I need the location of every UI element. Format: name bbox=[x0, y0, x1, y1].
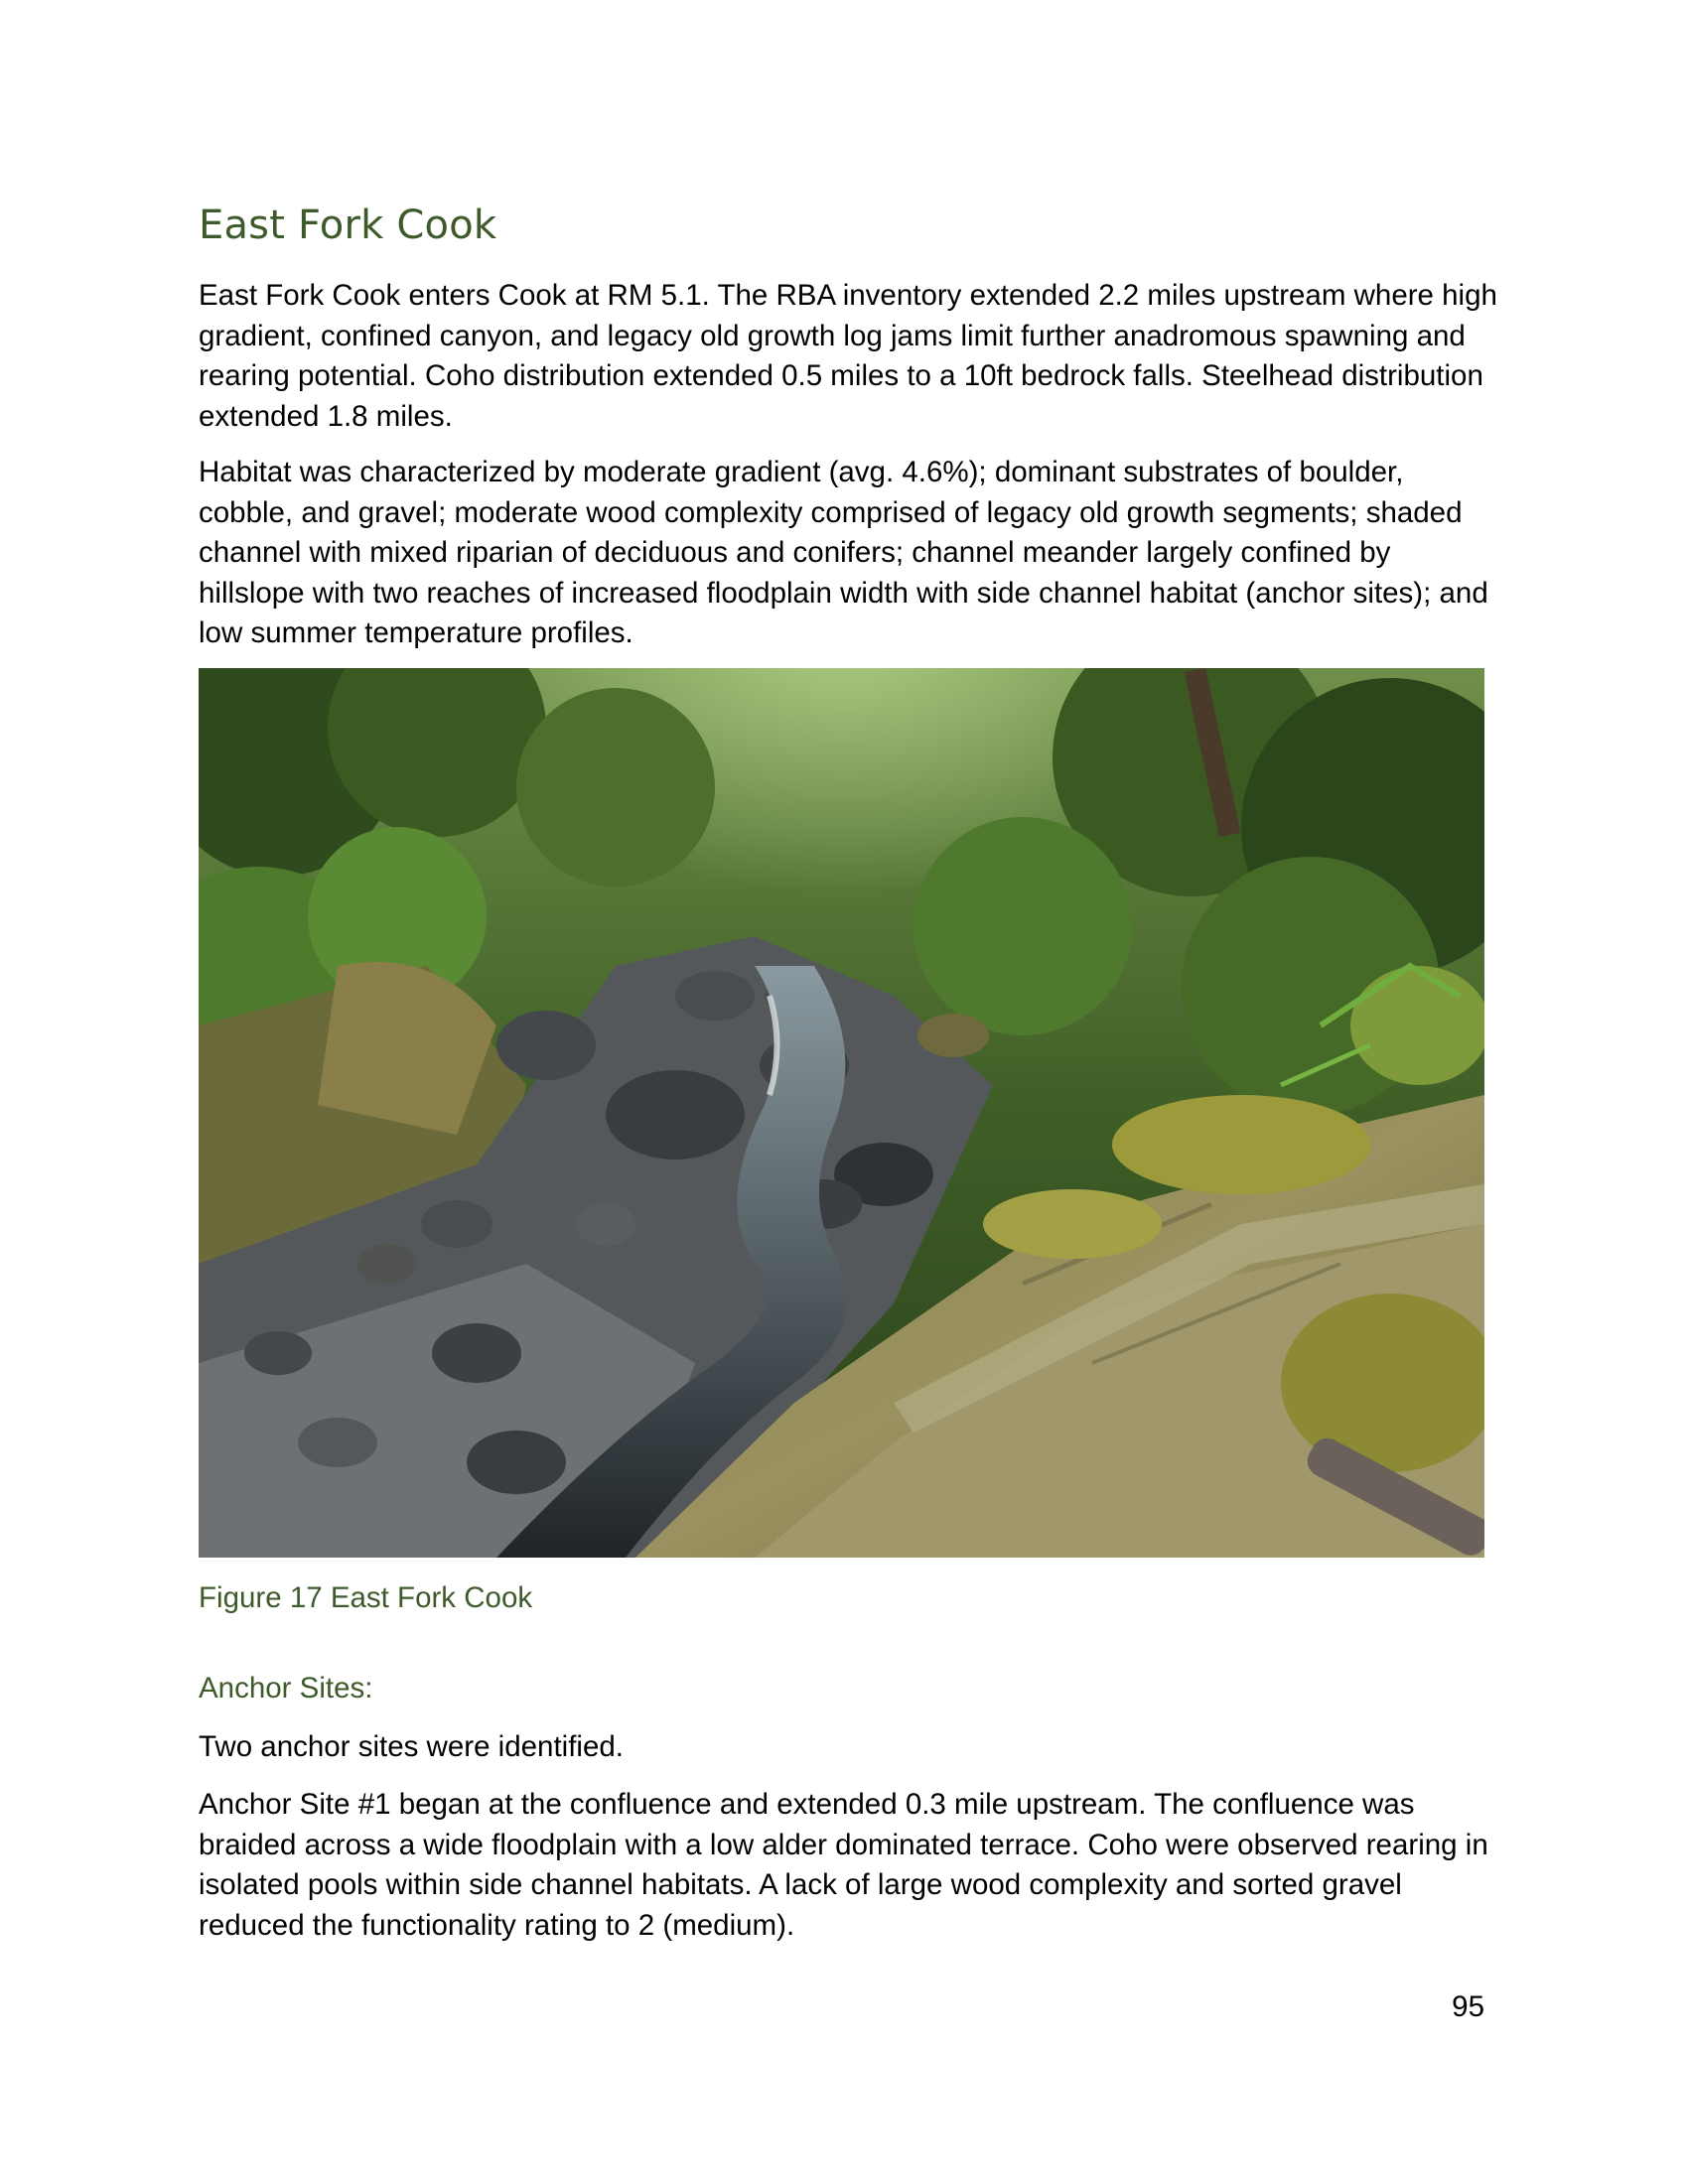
anchor-sites-summary: Two anchor sites were identified. bbox=[199, 1730, 624, 1763]
anchor-site-1-paragraph: Anchor Site #1 began at the confluence and extended 0.3 mile upstream. The confluence was braided across a wide floodplain with a low alder dominated terrace. Coho were observed rearing in isolated pools within side channel habitats. A lack of large wood complexity and sorted gravel reduced the functionality rating to 2 (medium). bbox=[199, 1788, 1488, 1942]
habitat-paragraph: Habitat was characterized by moderate gradient (avg. 4.6%); dominant substrates of boulder, cobble, and gravel; moderate wood complexity comprised of legacy old growth segments; shaded channel with mixed riparian of deciduous and conifers; channel meander largely confined by hillslope with two reaches of increased floodplain width with side channel habitat (anchor sites); and low summer temperature profiles. bbox=[199, 456, 1488, 649]
anchor-sites-heading: Anchor Sites: bbox=[199, 1672, 373, 1705]
section-title: East Fork Cook bbox=[199, 203, 497, 248]
page-number: 95 bbox=[1452, 1990, 1484, 2023]
intro-paragraph: East Fork Cook enters Cook at RM 5.1. The RBA inventory extended 2.2 miles upstream where high gradient, confined canyon, and legacy old growth log jams limit further anadromous spawning and rearing potential. Coho distribution extended 0.5 miles to a 10ft bedrock falls. Steelhead distribution extended 1.8 miles. bbox=[199, 279, 1497, 433]
figure-caption: Figure 17 East Fork Cook bbox=[199, 1581, 533, 1614]
east-fork-cook-photo bbox=[199, 668, 1484, 1558]
